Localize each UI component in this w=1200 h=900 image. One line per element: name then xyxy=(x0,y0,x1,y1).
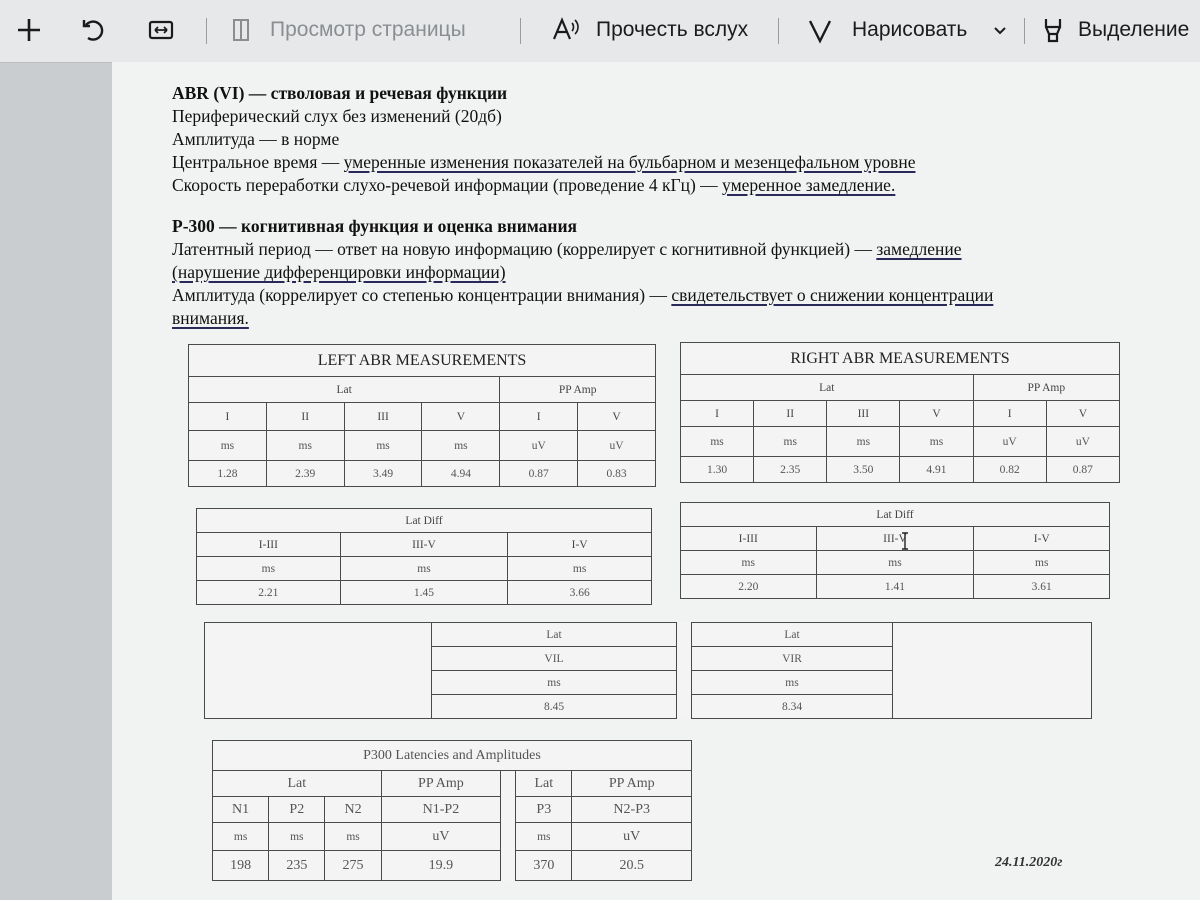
right-abr-col: I xyxy=(681,401,754,427)
left-abr-value: 2.39 xyxy=(266,461,344,487)
right-abr-col: II xyxy=(754,401,827,427)
p3-unit: ms xyxy=(516,823,572,851)
p3-value: 370 xyxy=(516,851,572,881)
right-abr-col: V xyxy=(900,401,973,427)
toolbar xyxy=(0,0,1200,63)
toolbar-separator xyxy=(778,18,779,44)
report-date: 24.11.2020г xyxy=(995,855,1063,870)
p300-unit: ms xyxy=(269,823,325,851)
left-latdiff-table xyxy=(196,508,652,605)
right-abr-unit: ms xyxy=(827,427,900,457)
left-abr-pp-header: PP Amp xyxy=(500,377,656,403)
left-abr-table xyxy=(188,344,656,487)
p300-value: 19.9 xyxy=(381,851,501,881)
p300-unit: uV xyxy=(381,823,501,851)
p300-heading: P-300 — когнитивная функция и оценка внимания xyxy=(172,216,578,236)
draw-button[interactable] xyxy=(806,12,967,48)
left-abr-title: LEFT ABR MEASUREMENTS xyxy=(189,345,656,377)
p300-line-3-underlined: свидетельствует о снижении концентрации xyxy=(671,285,994,305)
p300-divider xyxy=(501,771,516,881)
p300-line-4 xyxy=(172,307,1182,330)
right-abr-value: 0.82 xyxy=(973,457,1046,483)
p300-table xyxy=(212,740,692,881)
p300-line-1-text: Латентный период — ответ на новую информацию (коррелирует с когнитивной функцией) — xyxy=(172,239,877,259)
p300-value: 198 xyxy=(213,851,269,881)
left-abr-unit: ms xyxy=(344,431,422,461)
p300-line-2 xyxy=(172,261,1182,284)
p300-col: N2 xyxy=(325,797,381,823)
right-abr-unit: ms xyxy=(900,427,973,457)
left-abr-value: 0.83 xyxy=(578,461,656,487)
p3-value: 20.5 xyxy=(572,851,692,881)
left-abr-col: II xyxy=(266,403,344,431)
p300-line-3-text: Амплитуда (коррелирует со степенью концентрации внимания) — xyxy=(172,285,672,305)
left-abr-lat-header: Lat xyxy=(189,377,500,403)
abr-line-1: Периферический слух без изменений (20дб) xyxy=(172,106,502,126)
pen-icon xyxy=(806,15,834,45)
right-latdiff-unit: ms xyxy=(816,551,974,575)
toolbar-separator xyxy=(206,18,207,44)
left-abr-col: V xyxy=(422,403,500,431)
chevron-down-icon xyxy=(990,20,1010,40)
p300-title: P300 Latencies and Amplitudes xyxy=(213,741,692,771)
text-cursor-icon xyxy=(901,532,909,550)
right-abr-table xyxy=(680,342,1120,483)
highlight-label: Выделение xyxy=(1078,18,1190,41)
vi-latency-table xyxy=(204,622,1092,719)
right-latdiff-unit: ms xyxy=(974,551,1110,575)
right-abr-value: 3.50 xyxy=(827,457,900,483)
left-latdiff-col: I-V xyxy=(508,533,652,557)
plus-icon xyxy=(14,15,44,45)
right-latdiff-col: III-V xyxy=(816,527,974,551)
abr-heading: ABR (VI) — стволовая и речевая функции xyxy=(172,83,508,103)
toolbar-separator xyxy=(520,18,521,44)
abr-line-4 xyxy=(172,174,1182,197)
highlight-button[interactable] xyxy=(1040,12,1189,48)
right-abr-lat-header: Lat xyxy=(681,375,974,401)
p300-line-3 xyxy=(172,284,1182,307)
abr-line-3-underlined: умеренные изменения показателей на бульбарном и мезенцефальном уровне xyxy=(343,152,916,172)
abr-line-2: Амплитуда — в норме xyxy=(172,129,340,149)
p300-line-1-underlined: замедление xyxy=(876,239,962,259)
read-aloud-icon xyxy=(550,15,582,45)
toolbar-separator xyxy=(1024,18,1025,44)
vir-label: VIR xyxy=(692,647,893,671)
vil-unit: ms xyxy=(432,671,677,695)
right-abr-value: 2.35 xyxy=(754,457,827,483)
left-latdiff-col: I-III xyxy=(197,533,341,557)
right-abr-col: V xyxy=(1046,401,1119,427)
right-latdiff-unit: ms xyxy=(681,551,817,575)
left-abr-col: I xyxy=(500,403,578,431)
vir-unit: ms xyxy=(692,671,893,695)
p300-lat-header: Lat xyxy=(213,771,382,797)
vi-empty-right xyxy=(893,623,1092,719)
right-latdiff-value: 3.61 xyxy=(974,575,1110,599)
left-latdiff-header: Lat Diff xyxy=(197,509,652,533)
left-abr-unit: ms xyxy=(266,431,344,461)
abr-line-4-underlined: умеренное замедление. xyxy=(722,175,896,195)
left-latdiff-value: 3.66 xyxy=(508,581,652,605)
p3-col: N2-P3 xyxy=(572,797,692,823)
fit-width-button[interactable] xyxy=(146,12,176,48)
left-abr-col: I xyxy=(189,403,267,431)
read-aloud-button[interactable] xyxy=(550,12,748,48)
left-abr-value: 4.94 xyxy=(422,461,500,487)
right-latdiff-header: Lat Diff xyxy=(681,503,1110,527)
left-latdiff-col: III-V xyxy=(340,533,508,557)
right-abr-unit: uV xyxy=(1046,427,1119,457)
left-abr-value: 3.49 xyxy=(344,461,422,487)
left-abr-value: 0.87 xyxy=(500,461,578,487)
abr-line-3 xyxy=(172,151,1182,174)
vil-lat-header: Lat xyxy=(432,623,677,647)
right-abr-pp-header: PP Amp xyxy=(973,375,1119,401)
p3-col: P3 xyxy=(516,797,572,823)
p300-col: P2 xyxy=(269,797,325,823)
right-latdiff-col: I-V xyxy=(974,527,1110,551)
page-view-label: Просмотр страницы xyxy=(270,18,466,41)
right-abr-title: RIGHT ABR MEASUREMENTS xyxy=(681,343,1120,375)
vil-label: VIL xyxy=(432,647,677,671)
highlighter-icon xyxy=(1040,15,1066,45)
left-latdiff-value: 2.21 xyxy=(197,581,341,605)
rotate-icon xyxy=(78,15,108,45)
left-abr-unit: uV xyxy=(500,431,578,461)
right-latdiff-value: 1.41 xyxy=(816,575,974,599)
p300-unit: ms xyxy=(325,823,381,851)
p3-pp-header: PP Amp xyxy=(572,771,692,797)
left-abr-col: III xyxy=(344,403,422,431)
left-abr-col: V xyxy=(578,403,656,431)
right-abr-value: 1.30 xyxy=(681,457,754,483)
right-abr-value: 0.87 xyxy=(1046,457,1119,483)
left-abr-value: 1.28 xyxy=(189,461,267,487)
p3-lat-header: Lat xyxy=(516,771,572,797)
page-view-icon xyxy=(230,16,256,44)
left-latdiff-unit: ms xyxy=(340,557,508,581)
right-abr-unit: ms xyxy=(754,427,827,457)
left-latdiff-unit: ms xyxy=(197,557,341,581)
p300-col: N1 xyxy=(213,797,269,823)
vi-empty-left xyxy=(205,623,432,719)
add-button[interactable] xyxy=(14,12,44,48)
right-abr-value: 4.91 xyxy=(900,457,973,483)
right-abr-col: I xyxy=(973,401,1046,427)
draw-options-dropdown[interactable] xyxy=(990,12,1010,48)
right-abr-unit: ms xyxy=(681,427,754,457)
left-abr-unit: ms xyxy=(189,431,267,461)
vir-lat-header: Lat xyxy=(692,623,893,647)
right-abr-col: III xyxy=(827,401,900,427)
left-abr-unit: ms xyxy=(422,431,500,461)
p300-line-4-underlined: внимания. xyxy=(172,308,249,328)
right-latdiff-table xyxy=(680,502,1110,599)
abr-line-3-text: Центральное время — xyxy=(172,152,344,172)
left-latdiff-value: 1.45 xyxy=(340,581,508,605)
p300-line-2-underlined: (нарушение дифференцировки информации) xyxy=(172,262,506,282)
p300-line-1 xyxy=(172,238,1182,261)
right-abr-unit: uV xyxy=(973,427,1046,457)
page-view-button[interactable] xyxy=(230,12,466,48)
vil-value: 8.45 xyxy=(432,695,677,719)
right-latdiff-col: I-III xyxy=(681,527,817,551)
abr-line-4-text: Скорость переработки слухо-речевой информации (проведение 4 кГц) — xyxy=(172,175,723,195)
p300-value: 275 xyxy=(325,851,381,881)
document-text xyxy=(172,82,1182,330)
document-page xyxy=(112,62,1200,900)
draw-label: Нарисовать xyxy=(852,18,968,41)
left-latdiff-unit: ms xyxy=(508,557,652,581)
vir-value: 8.34 xyxy=(692,695,893,719)
vi-divider xyxy=(677,623,692,719)
p300-pp-header: PP Amp xyxy=(381,771,501,797)
rotate-button[interactable] xyxy=(78,12,108,48)
p300-unit: ms xyxy=(213,823,269,851)
read-aloud-label: Прочесть вслух xyxy=(596,18,749,41)
p3-unit: uV xyxy=(572,823,692,851)
fit-width-icon xyxy=(146,15,176,45)
right-latdiff-value: 2.20 xyxy=(681,575,817,599)
left-abr-unit: uV xyxy=(578,431,656,461)
p300-value: 235 xyxy=(269,851,325,881)
p300-col: N1-P2 xyxy=(381,797,501,823)
